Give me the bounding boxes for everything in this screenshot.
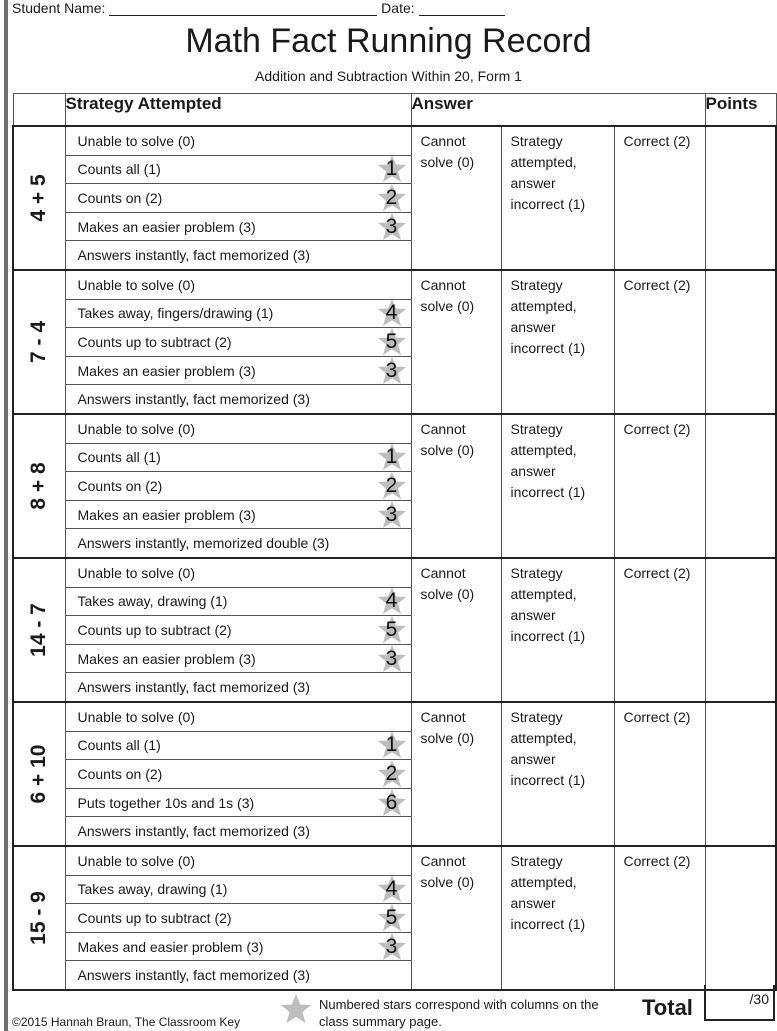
strategy-option[interactable] (66, 903, 411, 932)
answer-cannot-solve[interactable] (411, 414, 501, 558)
answer-incorrect[interactable] (501, 270, 614, 414)
star-number: 2 (385, 185, 398, 209)
strategy-text: Unable to solve (0) (77, 564, 196, 581)
star-number: 6 (385, 790, 398, 814)
points-cell[interactable] (705, 270, 776, 414)
strategy-option[interactable] (66, 356, 411, 385)
numbered-star-icon (377, 212, 407, 242)
strategy-text: Takes away, drawing (1) (77, 881, 228, 898)
problem-label-cell (13, 558, 65, 702)
star-number: 5 (385, 617, 398, 641)
points-cell[interactable] (705, 126, 776, 270)
page-subtitle: Addition and Subtraction Within 20, Form 1 (255, 68, 522, 84)
strategy-cell (65, 702, 411, 846)
strategy-option[interactable] (66, 471, 411, 500)
answer-correct[interactable] (614, 270, 705, 414)
student-name-label: Student Name: (12, 0, 106, 16)
strategy-cell (65, 414, 411, 558)
numbered-star-icon (377, 183, 407, 213)
star-number: 1 (385, 445, 398, 469)
answer-cannot-text: Cannot solve (0) (420, 853, 475, 890)
problem-label: 4 + 5 (27, 174, 51, 222)
total-label: Total (642, 995, 693, 1020)
strategy-option[interactable] (66, 500, 411, 529)
star-number: 5 (385, 329, 398, 353)
problem-rows (13, 126, 776, 990)
student-name-blank[interactable] (109, 1, 377, 16)
star-number: 2 (385, 473, 398, 497)
answer-cannot-text: Cannot solve (0) (420, 277, 475, 314)
strategy-option[interactable] (66, 415, 411, 443)
numbered-star-icon (377, 327, 407, 357)
numbered-star-icon (377, 356, 407, 386)
strategy-text: Unable to solve (0) (77, 276, 196, 293)
strategy-cell (65, 558, 411, 702)
points-cell[interactable] (705, 414, 776, 558)
answer-incorrect[interactable] (501, 126, 614, 270)
star-number: 5 (385, 905, 398, 929)
strategy-option[interactable] (66, 212, 411, 241)
strategy-cell (65, 270, 411, 414)
star-number: 3 (385, 934, 398, 958)
star-number: 4 (385, 589, 398, 613)
left-margin-rule (4, 0, 8, 1031)
strategy-text: Makes an easier problem (3) (77, 506, 256, 523)
answer-incorrect[interactable] (501, 846, 614, 990)
strategy-option[interactable] (66, 587, 411, 616)
answer-incorrect-text: Strategy attempted, answer incorrect (1) (510, 277, 586, 356)
answer-correct-text: Correct (2) (623, 565, 691, 581)
numbered-star-icon (377, 932, 407, 962)
answer-correct-text: Correct (2) (623, 133, 691, 149)
answer-correct-text: Correct (2) (623, 709, 691, 725)
answer-correct-text: Correct (2) (623, 277, 691, 293)
strategy-text: Answers instantly, fact memorized (3) (77, 967, 310, 984)
total-value: /30 (749, 991, 769, 1007)
answer-incorrect[interactable] (501, 558, 614, 702)
strategy-text: Answers instantly, fact memorized (3) (77, 823, 310, 840)
strategy-text: Answers instantly, fact memorized (3) (77, 247, 310, 264)
star-number: 4 (385, 301, 398, 325)
strategy-option[interactable] (66, 672, 411, 701)
copyright: ©2015 Hannah Braun, The Classroom Key (12, 1015, 241, 1029)
numbered-star-icon (377, 586, 407, 616)
strategy-option[interactable] (66, 644, 411, 673)
star-number: 4 (385, 877, 398, 901)
answer-incorrect-text: Strategy attempted, answer incorrect (1) (510, 709, 586, 788)
problem-row (13, 558, 776, 702)
strategy-option[interactable] (66, 327, 411, 356)
strategy-option[interactable] (66, 816, 411, 845)
strategy-text: Answers instantly, fact memorized (3) (77, 391, 310, 408)
numbered-star-icon (377, 154, 407, 184)
problem-label: 7 - 4 (27, 320, 51, 364)
strategy-text: Counts up to subtract (2) (77, 333, 232, 350)
strategy-option[interactable] (66, 615, 411, 644)
answer-incorrect-text: Strategy attempted, answer incorrect (1) (510, 421, 586, 500)
star-icon (280, 993, 312, 1025)
numbered-star-icon (377, 471, 407, 501)
answer-correct-text: Correct (2) (623, 421, 691, 437)
answer-cannot-text: Cannot solve (0) (420, 565, 475, 602)
problem-row (13, 414, 776, 558)
strategy-option[interactable] (66, 875, 411, 904)
strategy-option[interactable] (66, 559, 411, 587)
answer-cannot-text: Cannot solve (0) (420, 421, 475, 458)
strategy-text: Makes an easier problem (3) (77, 650, 256, 667)
problem-label-cell (13, 846, 65, 990)
answer-correct[interactable] (614, 702, 705, 846)
numbered-star-icon (377, 442, 407, 472)
total-field[interactable] (704, 985, 775, 1021)
numbered-star-icon (377, 874, 407, 904)
strategy-option[interactable] (66, 384, 411, 413)
answer-correct[interactable] (614, 414, 705, 558)
points-column-header: Points (705, 94, 776, 127)
strategy-cell (65, 126, 411, 270)
answer-cannot-solve[interactable] (411, 126, 501, 270)
strategy-text: Unable to solve (0) (77, 708, 196, 725)
strategy-text: Counts all (1) (77, 161, 161, 178)
problem-label: 15 - 9 (27, 891, 51, 945)
date-label: Date: (381, 0, 415, 16)
problem-row (13, 702, 776, 846)
date-blank[interactable] (419, 1, 505, 16)
points-cell[interactable] (705, 558, 776, 702)
strategy-option[interactable] (66, 847, 411, 875)
answer-cannot-solve[interactable] (411, 846, 501, 990)
strategy-text: Counts up to subtract (2) (77, 621, 232, 638)
strategy-text: Unable to solve (0) (77, 852, 196, 869)
strategy-option[interactable] (66, 788, 411, 817)
problem-row (13, 126, 776, 270)
strategy-text: Puts together 10s and 1s (3) (77, 794, 255, 811)
star-number: 3 (385, 502, 398, 526)
problem-label-cell (13, 702, 65, 846)
answer-correct[interactable] (614, 846, 705, 990)
answer-incorrect-text: Strategy attempted, answer incorrect (1) (510, 133, 586, 212)
answer-cannot-solve[interactable] (411, 702, 501, 846)
strategy-text: Unable to solve (0) (77, 420, 196, 437)
strategy-text: Takes away, fingers/drawing (1) (77, 305, 274, 322)
strategy-option[interactable] (66, 443, 411, 472)
answer-incorrect[interactable] (501, 702, 614, 846)
answer-correct-text: Correct (2) (623, 853, 691, 869)
problem-column-header (13, 94, 65, 127)
strategy-column-header: Strategy Attempted (65, 94, 411, 127)
strategy-option[interactable] (66, 127, 411, 155)
answer-incorrect-text: Strategy attempted, answer incorrect (1) (510, 565, 586, 644)
answer-incorrect-text: Strategy attempted, answer incorrect (1) (510, 853, 586, 932)
strategy-option[interactable] (66, 932, 411, 961)
star-number: 1 (385, 733, 398, 757)
strategy-option[interactable] (66, 240, 411, 269)
strategy-option[interactable] (66, 528, 411, 557)
answer-cannot-solve[interactable] (411, 270, 501, 414)
star-number: 1 (385, 157, 398, 181)
strategy-text: Answers instantly, memorized double (3) (77, 535, 330, 552)
strategy-text: Answers instantly, fact memorized (3) (77, 679, 310, 696)
running-record-table (12, 93, 777, 991)
answer-column-header: Answer (411, 94, 705, 127)
problem-label-cell (13, 270, 65, 414)
strategy-text: Makes and easier problem (3) (77, 938, 264, 955)
answer-correct[interactable] (614, 558, 705, 702)
star-number: 3 (385, 358, 398, 382)
strategy-option[interactable] (66, 183, 411, 212)
problem-row (13, 270, 776, 414)
star-number: 3 (385, 214, 398, 238)
star-footnote-text: Numbered stars correspond with columns on the class summary page. (319, 997, 599, 1029)
problem-label-cell (13, 126, 65, 270)
strategy-option[interactable] (66, 155, 411, 184)
numbered-star-icon (377, 644, 407, 674)
strategy-text: Counts on (2) (77, 477, 163, 494)
strategy-text: Makes an easier problem (3) (77, 218, 256, 235)
strategy-option[interactable] (66, 960, 411, 989)
strategy-cell (65, 846, 411, 990)
strategy-text: Counts on (2) (77, 765, 163, 782)
table-header-row (13, 94, 776, 127)
strategy-option[interactable] (66, 759, 411, 788)
strategy-option[interactable] (66, 271, 411, 299)
page-title: Math Fact Running Record (185, 22, 592, 60)
problem-row (13, 846, 776, 990)
strategy-text: Counts up to subtract (2) (77, 909, 232, 926)
strategy-text: Takes away, drawing (1) (77, 593, 228, 610)
answer-correct[interactable] (614, 126, 705, 270)
answer-cannot-text: Cannot solve (0) (420, 709, 475, 746)
numbered-star-icon (377, 788, 407, 818)
numbered-star-icon (377, 500, 407, 530)
strategy-text: Makes an easier problem (3) (77, 362, 256, 379)
student-header-line (12, 0, 505, 16)
numbered-star-icon (377, 615, 407, 645)
problem-label: 6 + 10 (27, 744, 51, 804)
answer-incorrect[interactable] (501, 414, 614, 558)
points-cell[interactable] (705, 846, 776, 990)
answer-cannot-solve[interactable] (411, 558, 501, 702)
strategy-text: Counts on (2) (77, 189, 163, 206)
numbered-star-icon (377, 730, 407, 760)
problem-label: 8 + 8 (27, 462, 51, 510)
answer-cannot-text: Cannot solve (0) (420, 133, 475, 170)
numbered-star-icon (377, 903, 407, 933)
problem-label: 14 - 7 (27, 603, 51, 657)
star-footnote (319, 996, 619, 1030)
strategy-option[interactable] (66, 299, 411, 328)
strategy-text: Counts all (1) (77, 737, 161, 754)
star-number: 2 (385, 761, 398, 785)
strategy-option[interactable] (66, 703, 411, 731)
numbered-star-icon (377, 759, 407, 789)
strategy-text: Unable to solve (0) (77, 132, 196, 149)
points-cell[interactable] (705, 702, 776, 846)
problem-label-cell (13, 414, 65, 558)
strategy-text: Counts all (1) (77, 449, 161, 466)
strategy-option[interactable] (66, 731, 411, 760)
star-number: 3 (385, 646, 398, 670)
numbered-star-icon (377, 298, 407, 328)
